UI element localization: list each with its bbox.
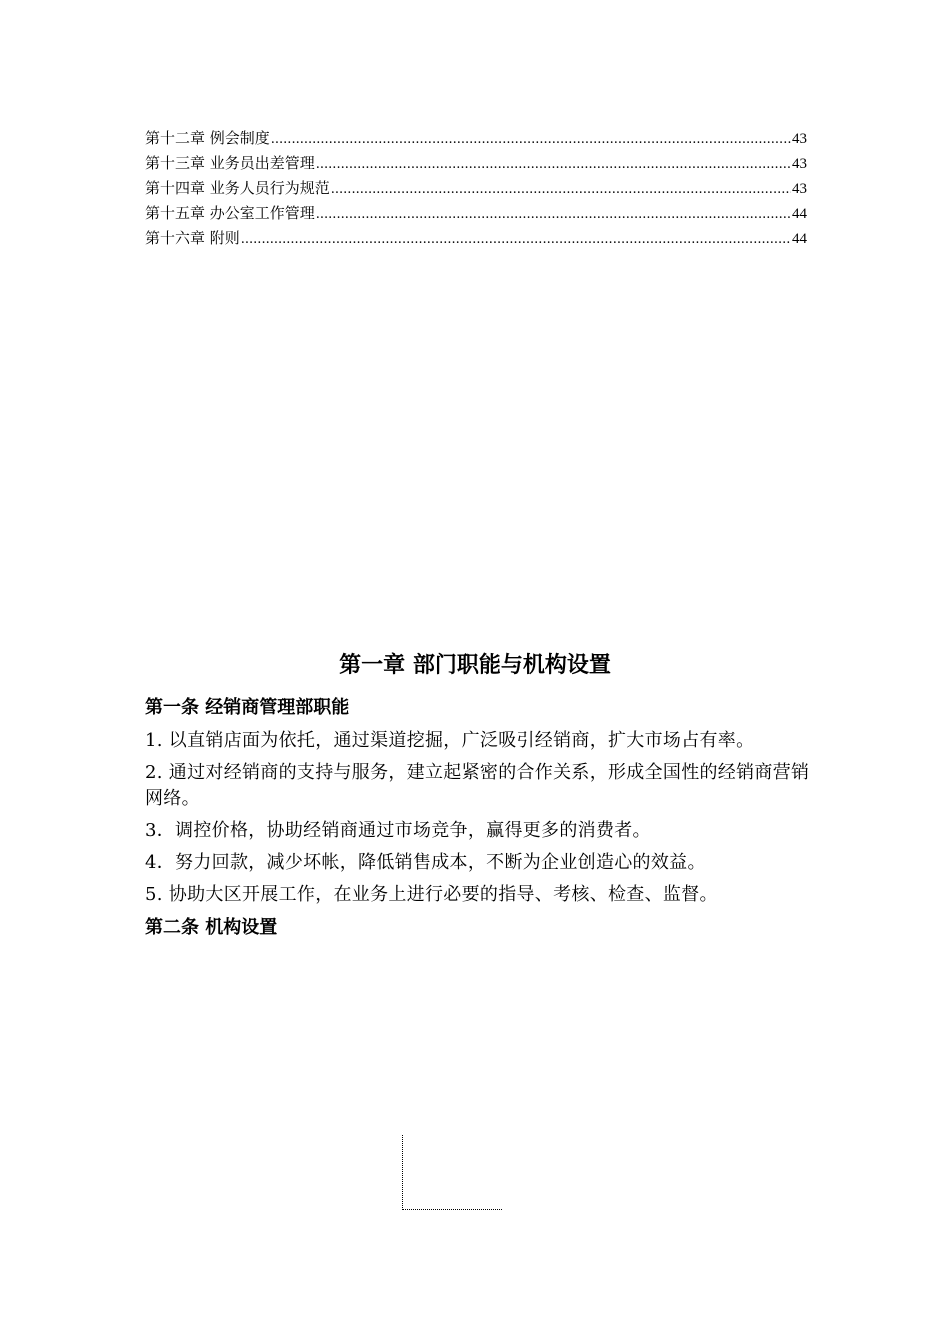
toc-leader-dots — [316, 152, 791, 177]
toc-entry[interactable] — [145, 226, 807, 251]
duty-item: 1. 以直销店面为依托，通过渠道挖掘，广泛吸引经销商，扩大市场占有率。 — [145, 730, 755, 751]
article-heading: 第二条 机构设置 — [145, 917, 278, 938]
chapter-body — [145, 694, 810, 948]
toc-entry[interactable] — [145, 176, 807, 201]
toc-entry-title: 第十三章 业务员出差管理 — [145, 154, 315, 172]
toc-entry[interactable] — [145, 201, 807, 226]
toc-entry-title: 第十四章 业务人员行为规范 — [145, 179, 330, 197]
toc-entry-page: 44 — [792, 206, 807, 222]
toc-entry-page: 43 — [792, 181, 807, 197]
duty-item: 3．调控价格，协助经销商通过市场竞争，赢得更多的消费者。 — [145, 820, 651, 841]
toc-entry-page: 44 — [792, 231, 807, 247]
org-chart-frame — [402, 1135, 502, 1210]
toc-entry-title: 第十二章 例会制度 — [145, 129, 270, 147]
duty-item: 2. 通过对经销商的支持与服务，建立起紧密的合作关系，形成全国性的经销商营销网络。 — [145, 762, 810, 809]
article-heading: 第一条 经销商管理部职能 — [145, 697, 350, 718]
toc-leader-dots — [316, 202, 791, 227]
toc-entry-page: 43 — [792, 156, 807, 172]
table-of-contents — [145, 126, 807, 251]
toc-leader-dots — [271, 127, 791, 152]
chapter-title: 第一章 部门职能与机构设置 — [339, 653, 611, 678]
toc-entry-title: 第十五章 办公室工作管理 — [145, 204, 315, 222]
toc-entry-title: 第十六章 附则 — [145, 229, 240, 247]
toc-leader-dots — [331, 177, 791, 202]
toc-entry[interactable] — [145, 126, 807, 151]
duty-item: 4．努力回款，减少坏帐，降低销售成本，不断为企业创造心的效益。 — [145, 852, 706, 873]
duty-item: 5. 协助大区开展工作，在业务上进行必要的指导、考核、检查、监督。 — [145, 884, 718, 905]
toc-entry[interactable] — [145, 151, 807, 176]
toc-entry-page: 43 — [792, 131, 807, 147]
toc-leader-dots — [241, 227, 791, 252]
